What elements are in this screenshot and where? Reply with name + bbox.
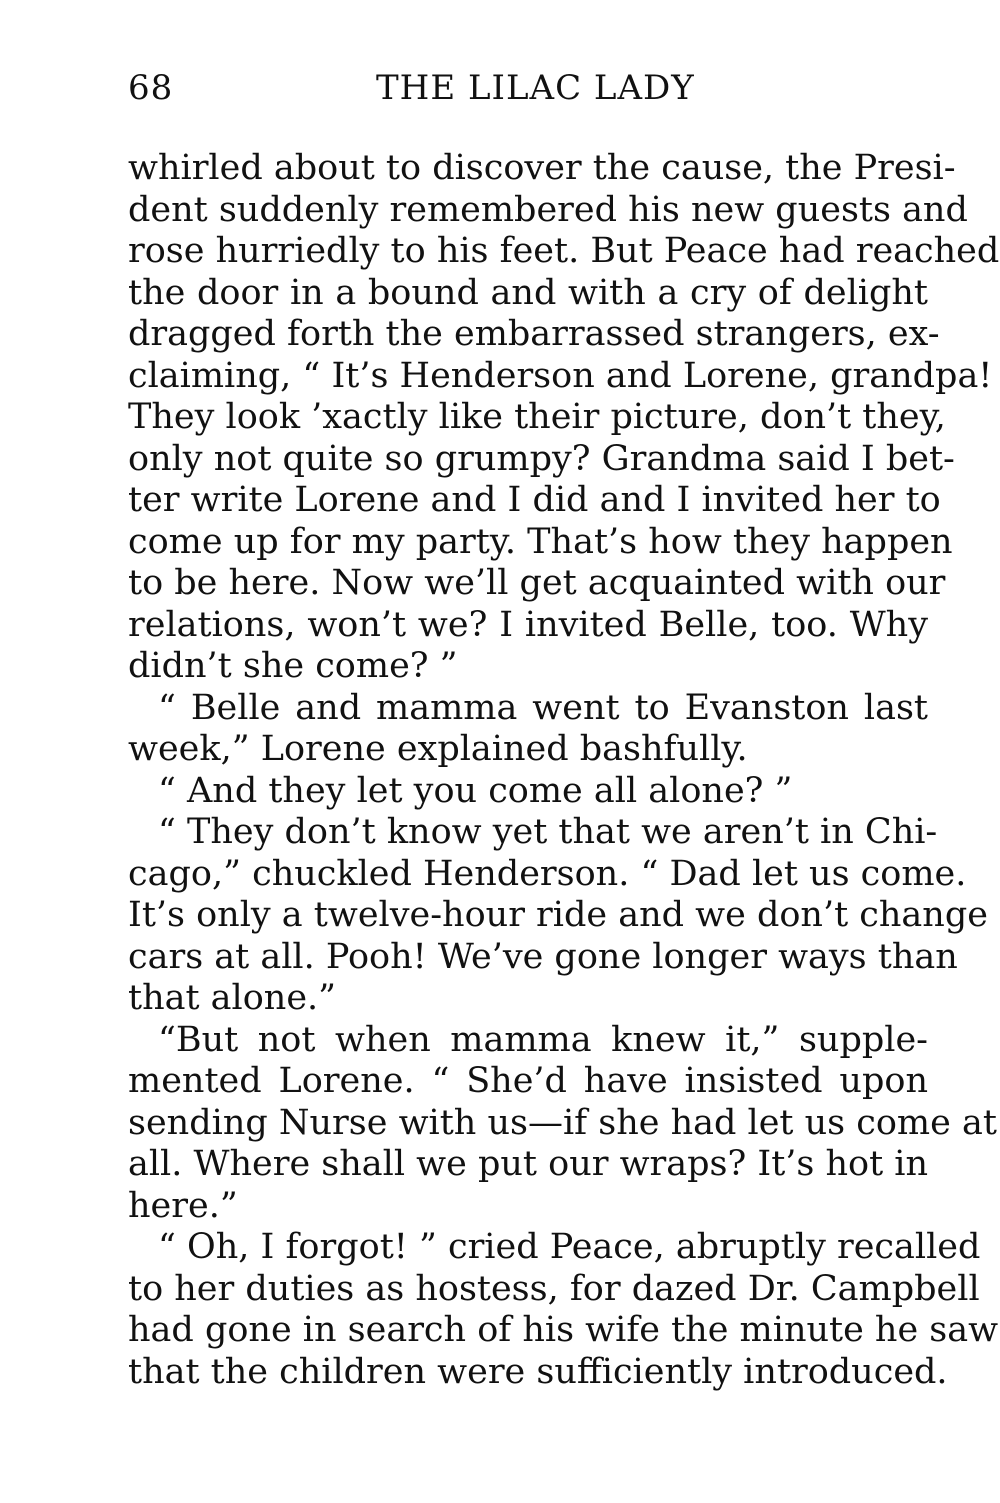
page-header	[128, 68, 928, 118]
text-line: had gone in search of his wife the minute he saw	[128, 1310, 999, 1350]
text-line: only not quite so grumpy? Grandma said I bet-	[128, 438, 955, 479]
text-line: dragged forth the embarrassed strangers, ex-	[128, 314, 940, 354]
text-line: “ Oh, I forgot! ” cried Peace, abruptly recalled	[158, 1227, 981, 1267]
text-line: claiming, “ It’s Henderson and Lorene, grandpa!	[128, 355, 993, 396]
body-text	[128, 148, 1000, 1393]
text-line: ter write Lorene and I did and I invited her to	[128, 480, 941, 520]
text-line: rose hurriedly to his feet. But Peace had reached	[128, 231, 1000, 271]
text-line: whirled about to discover the cause, the Presi-	[128, 148, 956, 188]
text-line: to be here. Now we’ll get acquainted with our	[128, 563, 946, 603]
text-line: “But not when mamma knew it,” supple-	[158, 1019, 928, 1060]
text-line: that alone.”	[128, 978, 337, 1018]
text-line: dent suddenly remembered his new guests and	[128, 189, 968, 230]
text-line: relations, won’t we? I invited Belle, too. Why	[128, 604, 928, 645]
text-line: that the children were sufficiently introduced.	[128, 1351, 948, 1392]
text-line: didn’t she come? ”	[128, 646, 458, 686]
text-line: week,” Lorene explained bashfully.	[128, 729, 748, 769]
text-line: cago,” chuckled Henderson. “ Dad let us come.	[128, 853, 967, 894]
text-line: mented Lorene. “ She’d have insisted upon	[128, 1061, 928, 1101]
text-line: to her duties as hostess, for dazed Dr. Campbell	[128, 1268, 980, 1309]
text-line: “ And they let you come all alone? ”	[158, 770, 793, 811]
text-line: come up for my party. That’s how they happen	[128, 521, 953, 562]
text-line: all. Where shall we put our wraps? It’s hot in	[128, 1144, 929, 1184]
text-line: the door in a bound and with a cry of delight	[128, 272, 928, 313]
text-line: here.”	[128, 1185, 238, 1226]
text-line: “ They don’t know yet that we aren’t in Chi-	[158, 812, 938, 852]
text-line: cars at all. Pooh! We’ve gone longer ways than	[128, 936, 958, 977]
text-line: It’s only a twelve-hour ride and we don’t change	[128, 895, 988, 935]
text-line: sending Nurse with us—if she had let us come at	[128, 1102, 997, 1143]
text-line: They look ’xactly like their picture, don’t they,	[128, 397, 946, 437]
page-number: 68	[128, 68, 174, 108]
text-line: “ Belle and mamma went to Evanston last	[158, 687, 928, 728]
running-title: THE LILAC LADY	[376, 68, 695, 108]
